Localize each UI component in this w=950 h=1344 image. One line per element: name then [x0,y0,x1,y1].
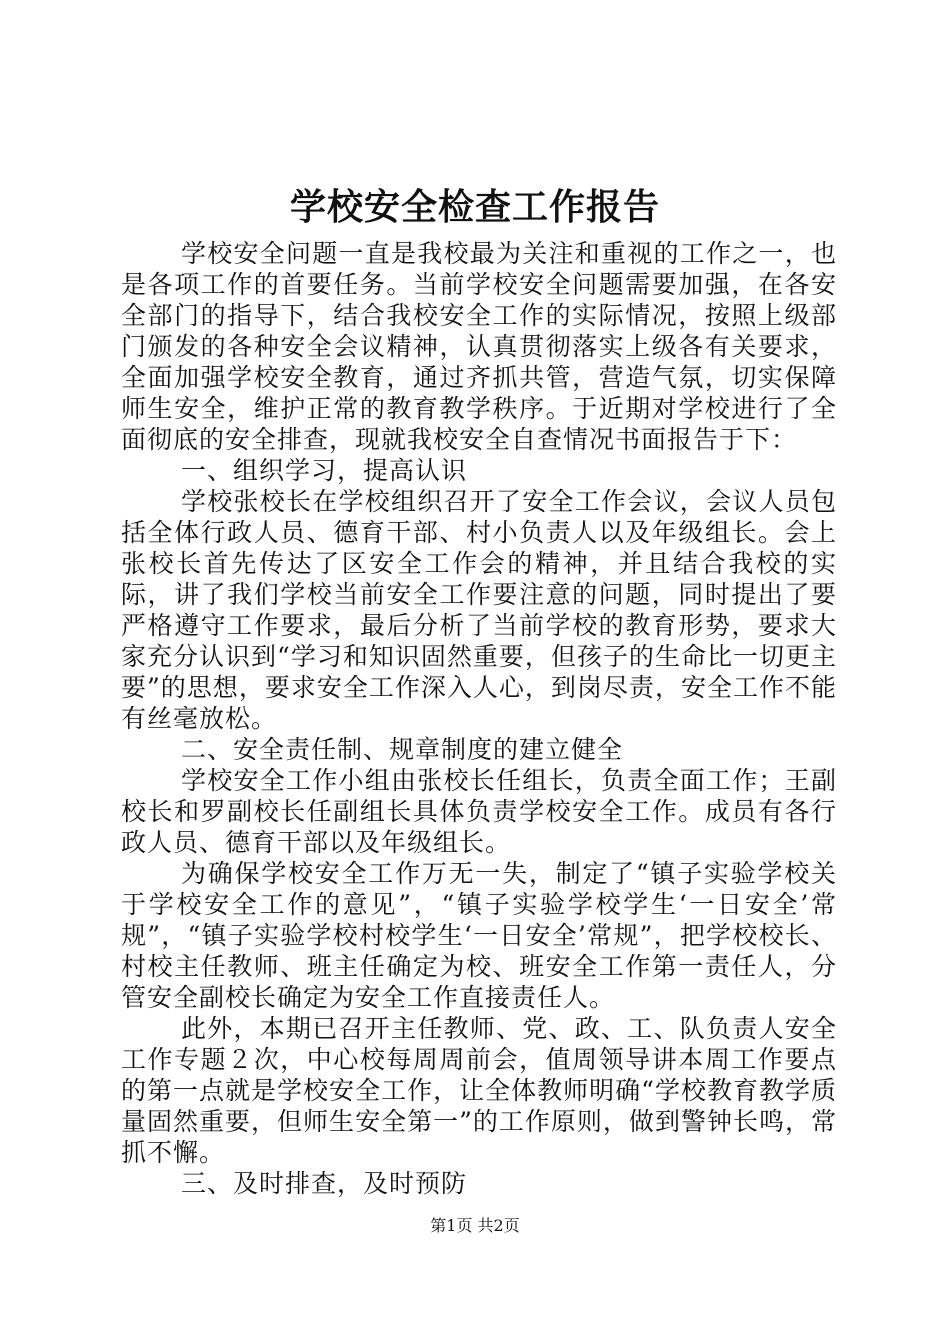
document-body [121,238,837,1199]
section-1-paragraph: 学校张校长在学校组织召开了安全工作会议，会议人员包括全体行政人员、德育干部、村小负责人以及年级组长。会上张校长首先传达了区安全工作会的精神，并且结合我校的实际，讲了我们学校当前安全工作要注意的问题，同时提出了要严格遵守工作要求，最后分析了当前学校的教育形势，要求大家充分认识到“学习和知识固然重要，但孩子的生命比一切更主要”的思想，要求安全工作深入人心，到岗尽责，安全工作不能有丝毫放松。 [121,487,837,733]
section-2-paragraph-2: 为确保学校安全工作万无一失，制定了“镇子实验学校关于学校安全工作的意见”，“镇子实验学校学生‘一日安全’常规”，“镇子实验学校村校学生‘一日安全’常规”，把学校校长、村校主任教师、班主任确定为校、班安全工作第一责任人，分管安全副校长确定为安全工作直接责任人。 [121,859,837,1012]
section-heading-1: 一、组织学习，提高认识 [181,456,468,485]
page-number-footer: 第1页 共2页 [430,1216,520,1235]
document-title: 学校安全检查工作报告 [289,186,660,228]
section-heading-3: 三、及时排查，及时预防 [181,1169,468,1198]
section-2-paragraph-3: 此外，本期已召开主任教师、党、政、工、队负责人安全工作专题２次，中心校每周周前会，值周领导讲本周工作要点的第一点就是学校安全工作，让全体教师明确“学校教育教学质量固然重要，但师生安全第一”的工作原则，做到警钟长鸣，常抓不懈。 [121,1014,837,1167]
section-heading-2: 二、安全责任制、规章制度的建立健全 [181,735,624,764]
section-2-paragraph-1: 学校安全工作小组由张校长任组长，负责全面工作；王副校长和罗副校长任副组长具体负责学校安全工作。成员有各行政人员、德育干部以及年级组长。 [121,766,837,857]
intro-paragraph: 学校安全问题一直是我校最为关注和重视的工作之一，也是各项工作的首要任务。当前学校安全问题需要加强，在各安全部门的指导下，结合我校安全工作的实际情况，按照上级部门颁发的各种安全会议精神，认真贯彻落实上级各有关要求，全面加强学校安全教育，通过齐抓共管，营造气氛，切实保障师生安全，维护正常的教育教学秩序。于近期对学校进行了全面彻底的安全排查，现就我校安全自查情况书面报告于下： [121,239,837,454]
